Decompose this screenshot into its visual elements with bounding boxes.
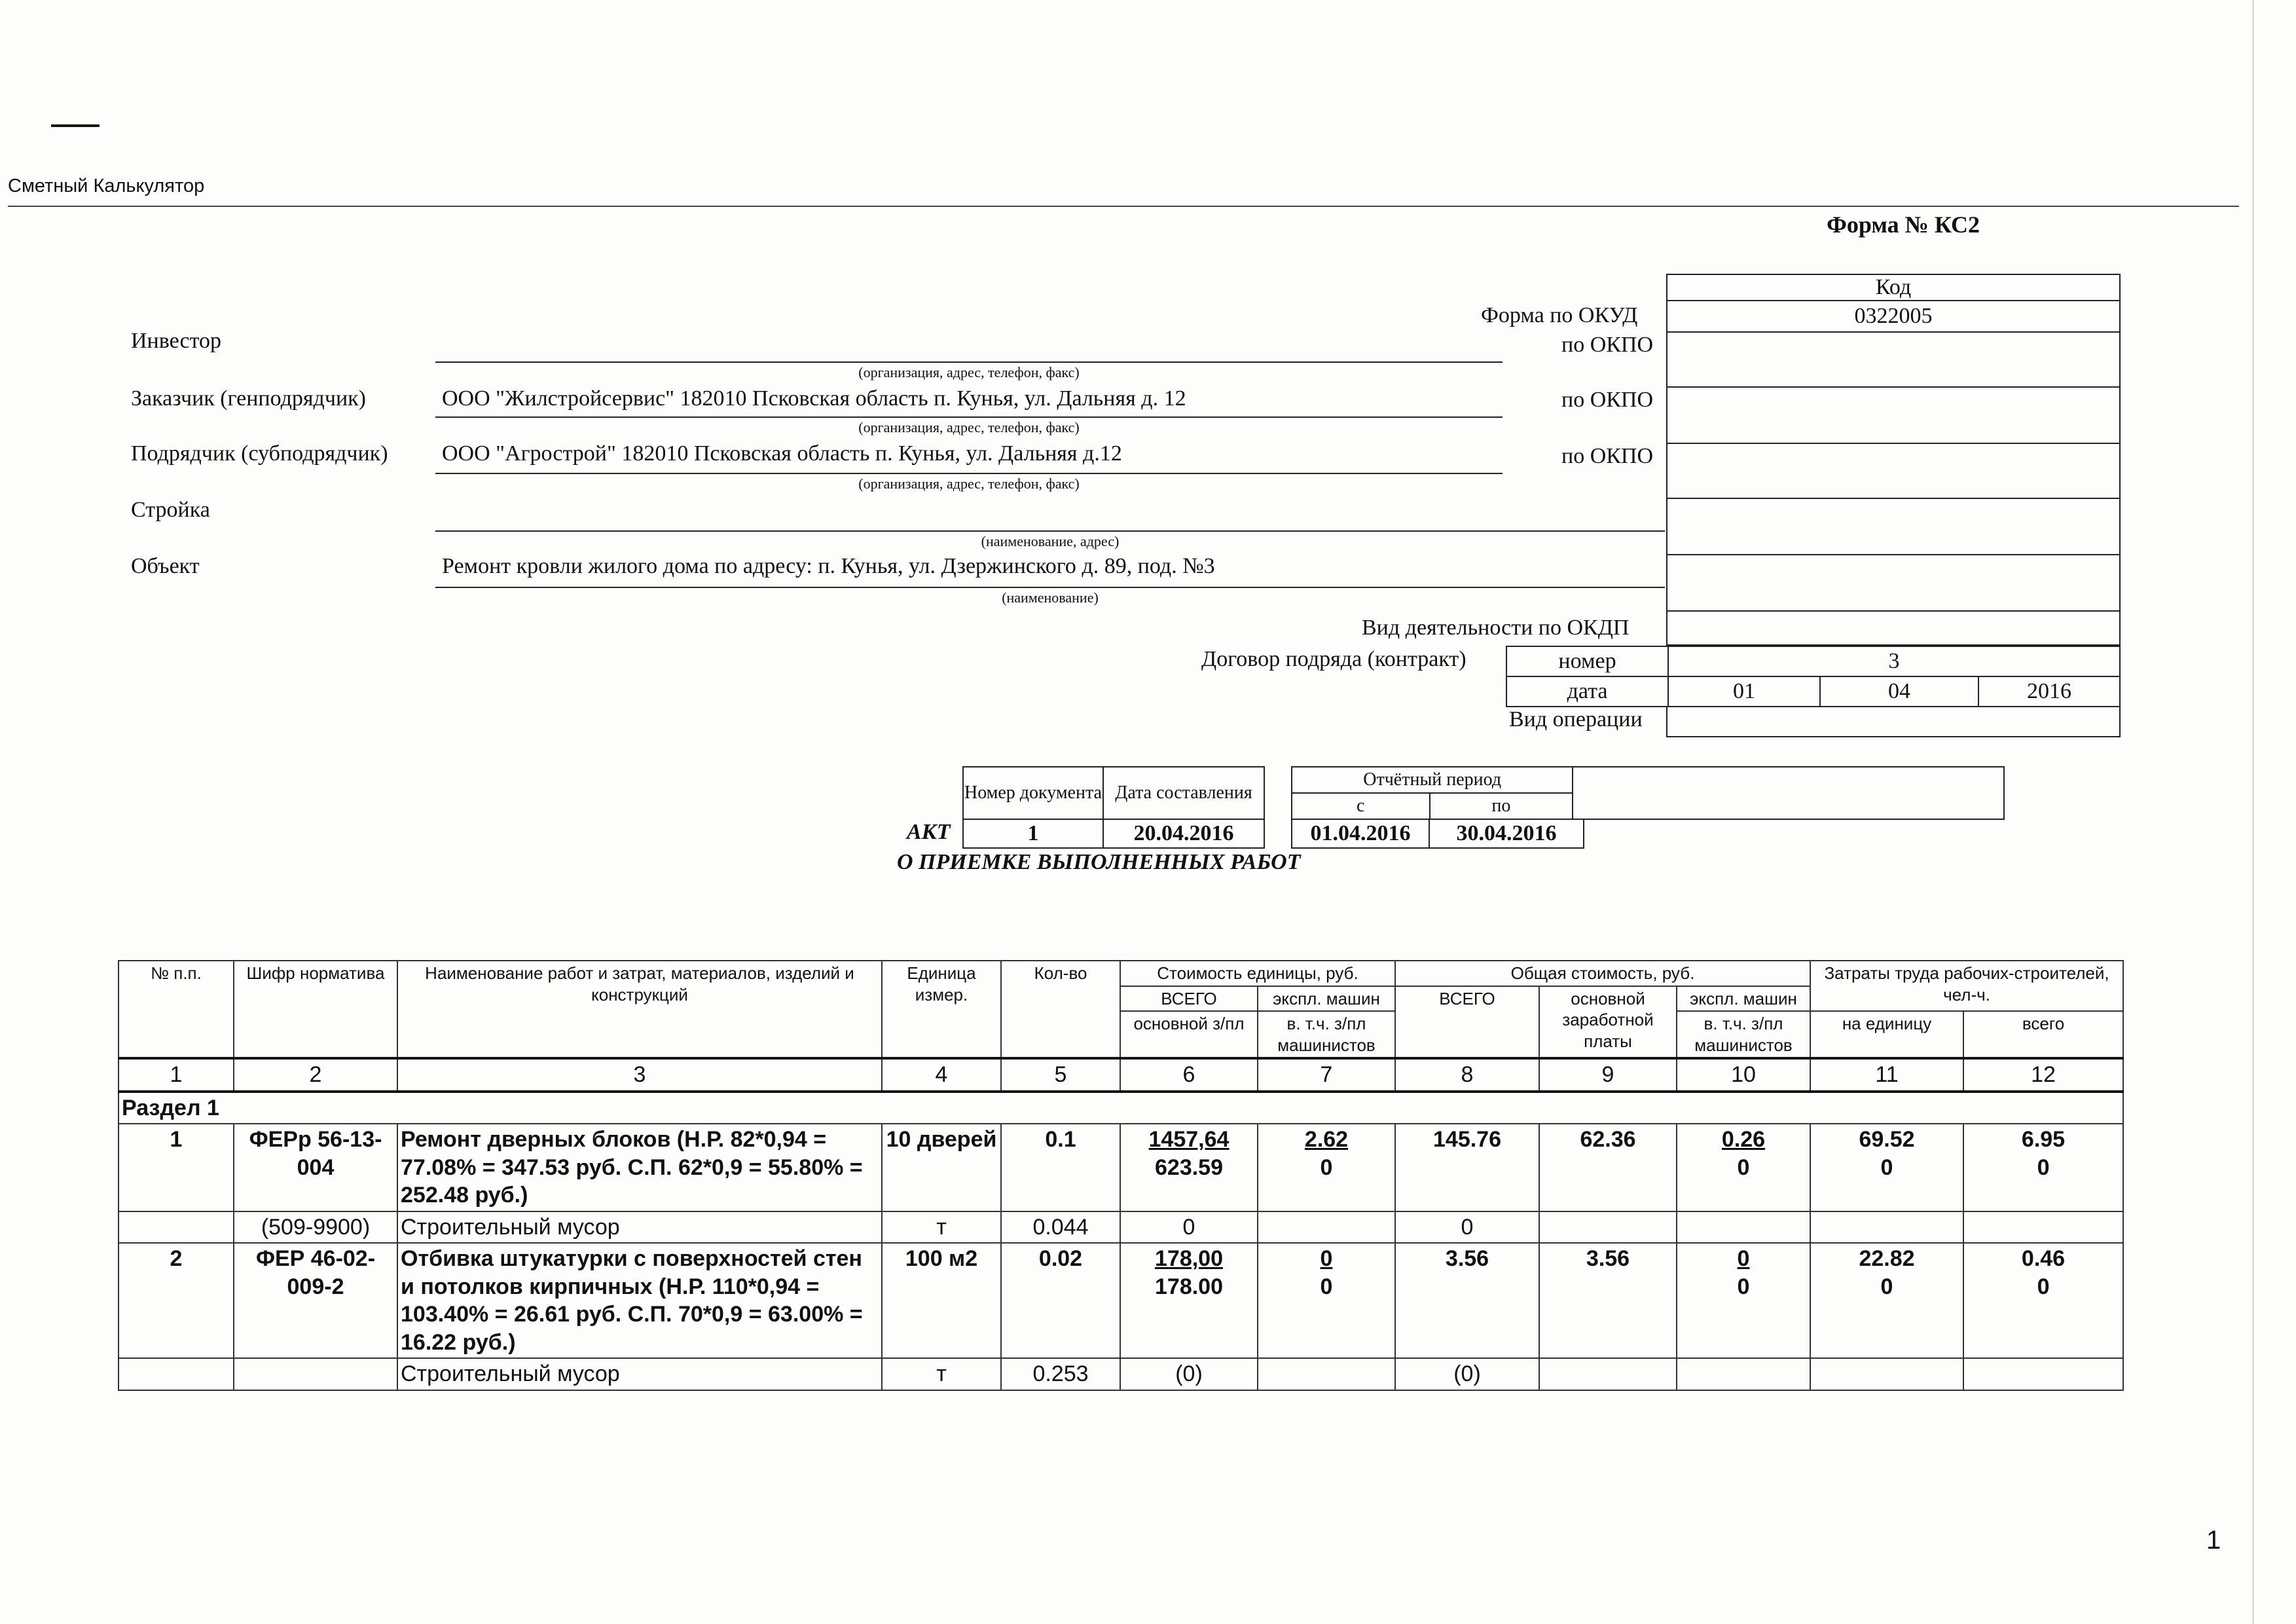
contract-number-label: номер <box>1506 646 1668 676</box>
row-labor-per-unit: 22.82 <box>1859 1246 1915 1271</box>
form-title: Форма № КС2 <box>1827 212 1980 238</box>
row-qty: 0.1 <box>1001 1124 1120 1211</box>
row-labor-all <box>1963 1211 2123 1244</box>
row-total-wage <box>1539 1211 1677 1244</box>
operation-label: Вид операции <box>1509 707 1643 731</box>
codes-table <box>1666 274 2121 646</box>
hdr-labor: Затраты труда рабочих-строителей, чел-ч. <box>1810 961 2123 1011</box>
row-unit-machinists: 0 <box>1320 1154 1333 1180</box>
row-unit: т <box>882 1358 1001 1390</box>
row-total: (0) <box>1395 1358 1539 1390</box>
header-rule <box>8 206 2239 207</box>
row-unit-machinists: 0 <box>1320 1274 1333 1299</box>
row-unit-machines: 2.62 <box>1304 1127 1349 1152</box>
contractor-line <box>435 473 1503 474</box>
construction-line <box>435 530 1665 532</box>
col-number: 10 <box>1677 1058 1810 1092</box>
col-number: 12 <box>1963 1058 2123 1092</box>
doc-date: 20.04.2016 <box>1103 819 1264 848</box>
row-total: 0 <box>1395 1211 1539 1244</box>
row-unit: 100 м2 <box>882 1243 1001 1358</box>
object-value: Ремонт кровли жилого дома по адресу: п. Кунья, ул. Дзержинского д. 89, под. №3 <box>442 554 1215 578</box>
period-header: Отчётный период <box>1292 767 1573 793</box>
okud-value: 0322005 <box>1667 301 2120 332</box>
doc-number-header: Номер документа <box>963 767 1103 819</box>
row-labor-all: 6.95 <box>2021 1127 2066 1152</box>
hdr-unit-machinists: в. т.ч. з/пл машинистов <box>1258 1011 1395 1058</box>
okpo-investor-value <box>1667 332 2120 387</box>
row-unit-wage: 623.59 <box>1155 1154 1223 1180</box>
act-period-table <box>1291 766 2005 820</box>
row-total-machines: 0.26 <box>1721 1127 1766 1152</box>
row-labor-per-unit <box>1810 1211 1963 1244</box>
investor-line <box>435 361 1503 363</box>
construction-code <box>1667 498 2120 555</box>
customer-value: ООО "Жилстройсервис" 182010 Псковская область п. Кунья, ул. Дальняя д. 12 <box>442 386 1186 411</box>
contractor-caption: (организация, адрес, телефон, факс) <box>858 475 1080 492</box>
contract-date-year: 2016 <box>1978 676 2120 707</box>
row-unit-total: 1457,64 <box>1148 1127 1230 1152</box>
col-number: 8 <box>1395 1058 1539 1092</box>
row-total-wage: 3.56 <box>1539 1243 1677 1358</box>
period-to: 30.04.2016 <box>1429 819 1584 848</box>
period-from: 01.04.2016 <box>1292 819 1429 848</box>
contract-date-month: 04 <box>1820 676 1978 707</box>
page-number: 1 <box>2206 1526 2221 1555</box>
row-total-machines: 0 <box>1737 1246 1750 1271</box>
period-extra-cell <box>1573 767 2004 819</box>
row-name: Отбивка штукатурки с поверхностей стен и потолков кирпичных (Н.Р. 110*0,94 = 103.40% = 26.61 руб. С.П. 70*0,9 = 63.00% = 16.22 руб.) <box>397 1243 882 1358</box>
customer-caption: (организация, адрес, телефон, факс) <box>858 419 1080 435</box>
row-code: ФЕР 46-02-009-2 <box>234 1243 397 1358</box>
okpo-label-contractor: по ОКПО <box>1561 444 1654 468</box>
row-labor-per-unit <box>1810 1358 1963 1390</box>
investor-label: Инвестор <box>131 329 222 353</box>
works-table <box>118 960 2124 1391</box>
contract-table <box>1506 646 2121 707</box>
row-qty: 0.02 <box>1001 1243 1120 1358</box>
act-period-values <box>1291 819 1584 849</box>
hdr-labor-per-unit: на единицу <box>1810 1011 1963 1058</box>
construction-label: Стройка <box>131 498 210 522</box>
row-labor-per-unit-m: 0 <box>1880 1274 1893 1299</box>
row-code: (509-9900) <box>234 1211 397 1244</box>
act-subtitle: О ПРИЕМКЕ ВЫПОЛНЕННЫХ РАБОТ <box>897 850 1301 874</box>
object-label: Объект <box>131 554 200 578</box>
okpo-customer-value <box>1667 387 2120 443</box>
operation-value <box>1667 707 2120 737</box>
row-total-wage <box>1539 1358 1677 1390</box>
contractor-value: ООО "Агрострой" 182010 Псковская область п. Кунья, ул. Дальняя д.12 <box>442 441 1122 466</box>
row-qty: 0.044 <box>1001 1211 1120 1244</box>
row-labor-all-m: 0 <box>2037 1154 2050 1180</box>
table-row <box>118 1124 2123 1211</box>
investor-caption: (организация, адрес, телефон, факс) <box>858 364 1080 380</box>
contract-number-value: 3 <box>1668 646 2120 676</box>
row-total-machinists: 0 <box>1737 1274 1750 1299</box>
customer-label: Заказчик (генподрядчик) <box>131 386 366 411</box>
okdp-label: Вид деятельности по ОКДП <box>1362 616 1630 640</box>
contract-date-label: дата <box>1506 676 1668 707</box>
act-label: АКТ <box>907 820 951 844</box>
period-from-header: с <box>1292 793 1430 819</box>
col-number: 4 <box>882 1058 1001 1092</box>
row-unit-total: (0) <box>1120 1358 1258 1390</box>
hdr-name: Наименование работ и затрат, материалов, изделий и конструкций <box>397 961 882 1058</box>
scan-mark <box>51 124 100 127</box>
customer-line <box>435 416 1503 418</box>
doc-date-header: Дата составления <box>1103 767 1264 819</box>
col-number: 7 <box>1258 1058 1395 1092</box>
row-unit-machines <box>1258 1211 1395 1244</box>
row-labor-all <box>1963 1358 2123 1390</box>
row-unit-wage: 178.00 <box>1155 1274 1223 1299</box>
row-unit: т <box>882 1211 1001 1244</box>
row-unit-total: 178,00 <box>1155 1246 1223 1271</box>
row-qty: 0.253 <box>1001 1358 1120 1390</box>
row-name: Строительный мусор <box>397 1358 882 1390</box>
contractor-label: Подрядчик (субподрядчик) <box>131 441 388 466</box>
row-unit-machines: 0 <box>1320 1246 1333 1271</box>
okpo-label-investor: по ОКПО <box>1561 333 1654 357</box>
col-number: 9 <box>1539 1058 1677 1092</box>
row-code: ФЕРр 56-13-004 <box>234 1124 397 1211</box>
okpo-contractor-value <box>1667 443 2120 498</box>
row-n <box>118 1211 234 1244</box>
hdr-labor-all: всего <box>1963 1011 2123 1058</box>
col-number: 2 <box>234 1058 397 1092</box>
okud-label: Форма по ОКУД <box>1481 303 1638 327</box>
hdr-n: № п.п. <box>118 961 234 1058</box>
row-total-wage: 62.36 <box>1539 1124 1677 1211</box>
row-total-machines <box>1677 1358 1810 1390</box>
row-n: 2 <box>118 1243 234 1358</box>
object-line <box>435 587 1665 588</box>
period-to-header: по <box>1430 793 1573 819</box>
col-number: 6 <box>1120 1058 1258 1092</box>
row-name: Ремонт дверных блоков (Н.Р. 82*0,94 = 77.08% = 347.53 руб. С.П. 62*0,9 = 55.80% = 252.48 руб.) <box>397 1124 882 1211</box>
row-unit: 10 дверей <box>882 1124 1001 1211</box>
row-total-machinists: 0 <box>1737 1154 1750 1180</box>
hdr-unit-cost: Стоимость единицы, руб. <box>1120 961 1395 986</box>
table-row <box>118 1243 2123 1358</box>
row-labor-all-m: 0 <box>2037 1274 2050 1299</box>
row-total: 3.56 <box>1395 1243 1539 1358</box>
object-caption: (наименование) <box>1002 589 1099 606</box>
program-name: Сметный Калькулятор <box>8 175 205 196</box>
hdr-unit-total: ВСЕГО <box>1120 986 1258 1012</box>
row-total: 145.76 <box>1395 1124 1539 1211</box>
hdr-unit: Единица измер. <box>882 961 1001 1058</box>
hdr-total-machinists: в. т.ч. з/пл машинистов <box>1677 1011 1810 1058</box>
table-row <box>118 1358 2123 1390</box>
row-n: 1 <box>118 1124 234 1211</box>
hdr-total-total: ВСЕГО <box>1395 986 1539 1059</box>
page-edge <box>2252 0 2254 1624</box>
row-labor-all: 0.46 <box>2021 1246 2066 1271</box>
doc-number: 1 <box>963 819 1103 848</box>
row-unit-machines <box>1258 1358 1395 1390</box>
hdr-qty: Кол-во <box>1001 961 1120 1058</box>
col-number: 5 <box>1001 1058 1120 1092</box>
hdr-total-cost: Общая стоимость, руб. <box>1395 961 1810 986</box>
operation-table <box>1666 706 2121 737</box>
codes-header: Код <box>1667 274 2120 301</box>
hdr-code: Шифр норматива <box>234 961 397 1058</box>
col-number: 11 <box>1810 1058 1963 1092</box>
hdr-total-wage: основной заработной платы <box>1539 986 1677 1059</box>
row-n <box>118 1358 234 1390</box>
row-labor-per-unit: 69.52 <box>1859 1127 1915 1152</box>
act-doc-table <box>962 766 1265 849</box>
contract-date-day: 01 <box>1668 676 1820 707</box>
row-code <box>234 1358 397 1390</box>
table-row <box>118 1211 2123 1244</box>
contract-label: Договор подряда (контракт) <box>1201 647 1467 671</box>
hdr-unit-wage: основной з/пл <box>1120 1011 1258 1058</box>
okpo-label-customer: по ОКПО <box>1561 388 1654 412</box>
col-number: 1 <box>118 1058 234 1092</box>
hdr-unit-machines: экспл. машин <box>1258 986 1395 1012</box>
object-code <box>1667 555 2120 611</box>
row-unit-total: 0 <box>1120 1211 1258 1244</box>
section-title: Раздел 1 <box>118 1092 2123 1124</box>
col-number: 3 <box>397 1058 882 1092</box>
construction-caption: (наименование, адрес) <box>981 533 1120 549</box>
row-total-machines <box>1677 1211 1810 1244</box>
row-name: Строительный мусор <box>397 1211 882 1244</box>
okdp-value <box>1667 611 2120 645</box>
row-labor-per-unit-m: 0 <box>1880 1154 1893 1180</box>
hdr-total-machines: экспл. машин <box>1677 986 1810 1012</box>
